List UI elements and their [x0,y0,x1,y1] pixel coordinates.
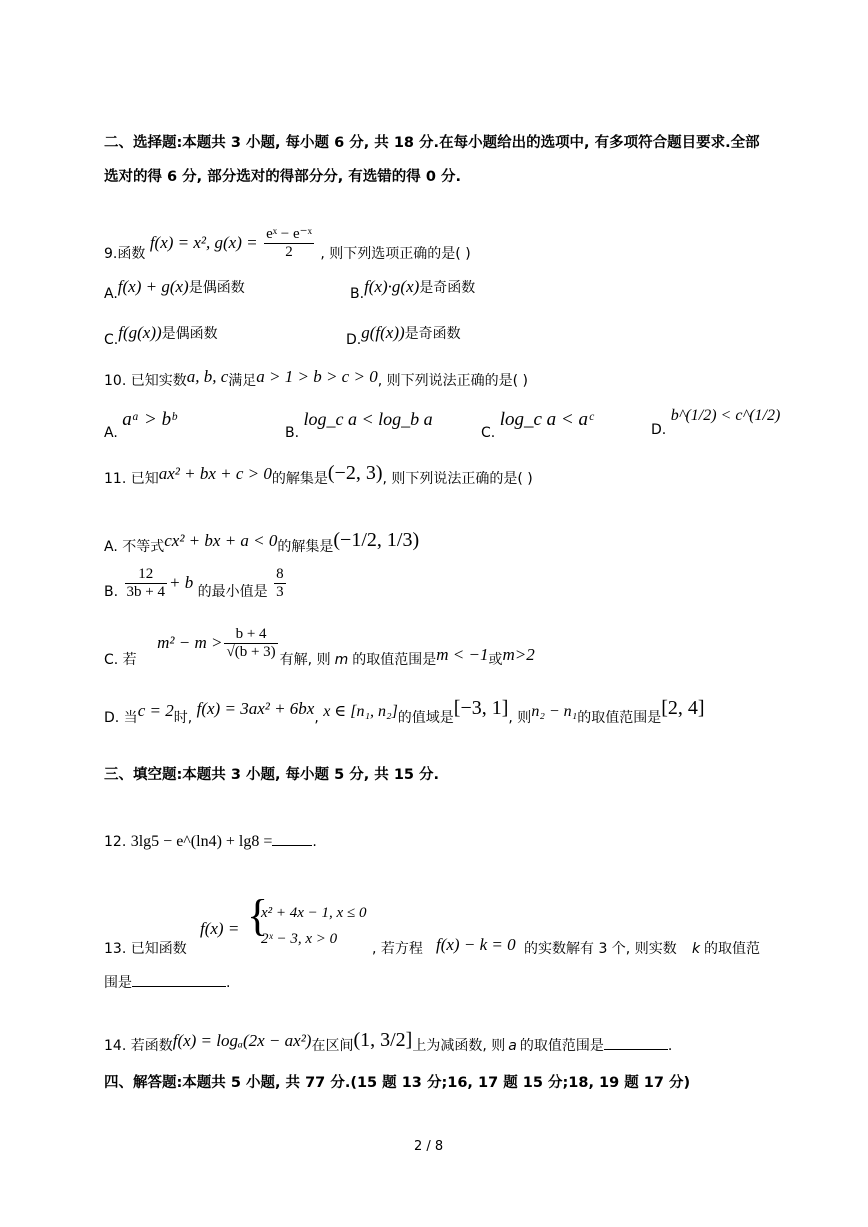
q11-d-text2: , 则 [508,710,532,726]
q11-c-range2: m>2 [502,644,535,664]
q11-c-m: m [334,651,349,668]
section-3-heading: 三、填空题:本题共 3 小题, 每小题 5 分, 共 15 分. [104,767,440,783]
q11-mid: 的解集是 [271,471,328,487]
q11-number: 11. 已知 [104,471,159,487]
q11-b-val-num: 8 [274,566,286,584]
q11-a-inequality: cx² + bx + a < 0 [164,531,278,550]
q13-case-1: x² + 4x − 1, x ≤ 0 [261,905,367,921]
q11-d-answer: [2, 4] [661,697,705,719]
q13-mid: , 若方程 [372,941,423,957]
q11-c-text1: 有解, 则 [279,651,331,668]
q14-interval: (1, 3/2] [353,1029,413,1051]
question-12 [104,834,317,850]
q9-g-numerator: eˣ − e⁻ˣ [264,226,314,244]
q14-end: . [667,1038,673,1054]
q12-number: 12. [104,834,127,850]
q11-b-text: 的最小值是 [197,583,268,600]
q11-c-text2: 的取值范围是 [352,651,437,668]
q14-text: 上为减函数, 则 [412,1038,506,1054]
q11-option-c [104,626,535,668]
section-2-heading-line-1: 二、选择题:本题共 3 小题, 每小题 6 分, 共 18 分.在每小题给出的选项中, 有多项符合题目要求.全部 [104,135,760,151]
q9-prompt: , 则下列选项正确的是( ) [320,245,471,262]
q14-mid: 在区间 [311,1038,354,1054]
q13-function: f(x) = [200,919,240,938]
q9-c-text: 是偶函数 [161,326,218,342]
q11-b-frac-den: 3b + 4 [126,584,165,601]
q10-c-label: C. [481,425,496,441]
q13-case-2: 2ˣ − 3, x > 0 [261,931,338,947]
q11-c-inequality: m² − m > [157,632,223,652]
q11-b-frac-num: 12 [125,566,167,584]
q13-equation: f(x) − k = 0 [436,935,516,954]
section-4-heading: 四、解答题:本题共 5 小题, 共 77 分.(15 题 13 分;16, 17 题 15 分;18, 19 题 17 分) [104,1075,691,1091]
q14-a: a [508,1038,517,1054]
q9-d-text: 是奇函数 [404,326,461,342]
q11-b-plus: + b [168,572,194,592]
q11-b-val-den: 3 [276,584,284,601]
q14-number: 14. 若函数 [104,1038,173,1054]
q9-g-denominator: 2 [285,244,293,261]
q10-option-b [285,409,433,441]
q10-b-math: log_c a < log_b a [303,409,433,429]
q11-option-d: D. 当c = 2时, f(x) = 3ax² + 6bx, x ∈ [n₁, n₂]的值域是[−3, 1], 则n₂ − n₁的取值范围是[2, 4] [104,697,705,726]
q9-a-label: A. [104,286,118,302]
q10-condition: a > 1 > b > c > 0 [256,367,378,386]
q11-option-b [104,566,288,602]
q11-d-range: [−3, 1] [453,697,509,719]
q11-b-label: B. [104,583,119,600]
question-11 [104,462,533,487]
q9-option-d [346,323,461,348]
q9-g-fraction [264,226,314,262]
q13-line-2 [104,976,230,990]
q11-b-fraction [125,566,167,602]
q14-answer-blank[interactable] [604,1049,668,1050]
q11-solution-set: (−2, 3) [327,462,383,484]
q9-d-math: g(f(x)) [361,323,405,342]
q10-d-label: D. [651,422,667,438]
q13-text: 的实数解有 3 个, 则实数 [524,941,677,957]
q11-d-diff: n₂ − n₁ [531,703,578,720]
q11-option-a [104,529,420,555]
q10-c-math: log_c a < aᶜ [499,409,593,430]
q11-a-set: (−1/2, 1/3) [333,529,420,551]
q11-c-fraction [224,626,277,662]
q13-text-2: 的取值范 [704,941,760,957]
q9-d-label: D. [346,332,362,348]
q9-function-def: f(x) = x², g(x) = [149,232,258,252]
q13-end: . [226,975,231,991]
q13-k: k [692,941,701,957]
q10-mid: 满足 [228,373,257,389]
q13-line2-text: 围是 [104,975,132,991]
q11-d-when: 时, [173,710,193,726]
q9-c-label: C. [104,332,119,348]
q10-number: 10. 已知实数 [104,373,187,389]
q11-c-or: 或 [488,651,503,668]
q14-function: f(x) = logₐ(2x − ax²) [172,1031,312,1050]
q9-c-math: f(g(x)) [118,323,162,342]
q11-inequality: ax² + bx + c > 0 [158,464,272,483]
q12-expression: 3lg5 − e^(ln4) + lg8 = [130,833,273,850]
q11-c-frac-num: b + 4 [224,626,277,644]
q10-option-d [651,404,781,438]
q9-a-math: f(x) + g(x) [117,277,189,296]
q11-d-text1: 的值域是 [397,710,454,726]
q11-c-range1: m < −1 [436,644,489,664]
q11-d-text3: 的取值范围是 [577,710,662,726]
q11-prompt: , 则下列说法正确的是( ) [382,471,533,487]
q12-end: . [312,834,317,850]
page-number: 2 / 8 [414,1139,444,1154]
q11-c-label: C. 若 [104,651,137,668]
q10-a-math: aᵃ > bᵇ [122,409,177,430]
q9-option-b [350,277,476,302]
question-14 [104,1029,673,1054]
q10-option-a [104,409,177,441]
q11-a-mid: 的解集是 [277,539,334,555]
q10-option-c [481,409,593,441]
q11-d-domain: x ∈ [n₁, n₂] [323,703,398,720]
q14-text-2: 的取值范围是 [519,1038,604,1054]
q9-option-c [104,323,218,348]
q10-b-label: B. [285,425,300,441]
q9-b-label: B. [350,286,365,302]
q11-d-c: c = 2 [137,701,174,720]
question-9 [104,222,471,262]
q10-prompt: , 则下列说法正确的是( ) [377,373,528,389]
q10-vars: a, b, c [186,367,229,386]
q9-a-text: 是偶函数 [188,280,245,296]
q13-number: 13. 已知函数 [104,941,187,957]
q11-a-label: A. 不等式 [104,539,165,555]
question-10 [104,367,528,389]
q13-brace: { [247,891,269,940]
q9-b-math: f(x)·g(x) [364,277,420,296]
q11-c-frac-den: √(b + 3) [226,644,276,661]
q9-option-a [104,277,245,302]
q11-d-function: f(x) = 3ax² + 6bx [196,699,315,718]
q11-b-min-value [274,566,286,602]
q13-answer-blank[interactable] [132,986,226,987]
q10-a-label: A. [104,425,118,441]
q11-d-label: D. 当 [104,710,138,726]
q12-answer-blank[interactable] [272,845,312,846]
q9-number: 9.函数 [104,245,146,262]
section-2-heading-line-2: 选对的得 6 分, 部分选对的得部分分, 有选错的得 0 分. [104,169,461,185]
q10-d-math: b^(1/2) < c^(1/2) [670,407,781,424]
q9-b-text: 是奇函数 [419,280,476,296]
